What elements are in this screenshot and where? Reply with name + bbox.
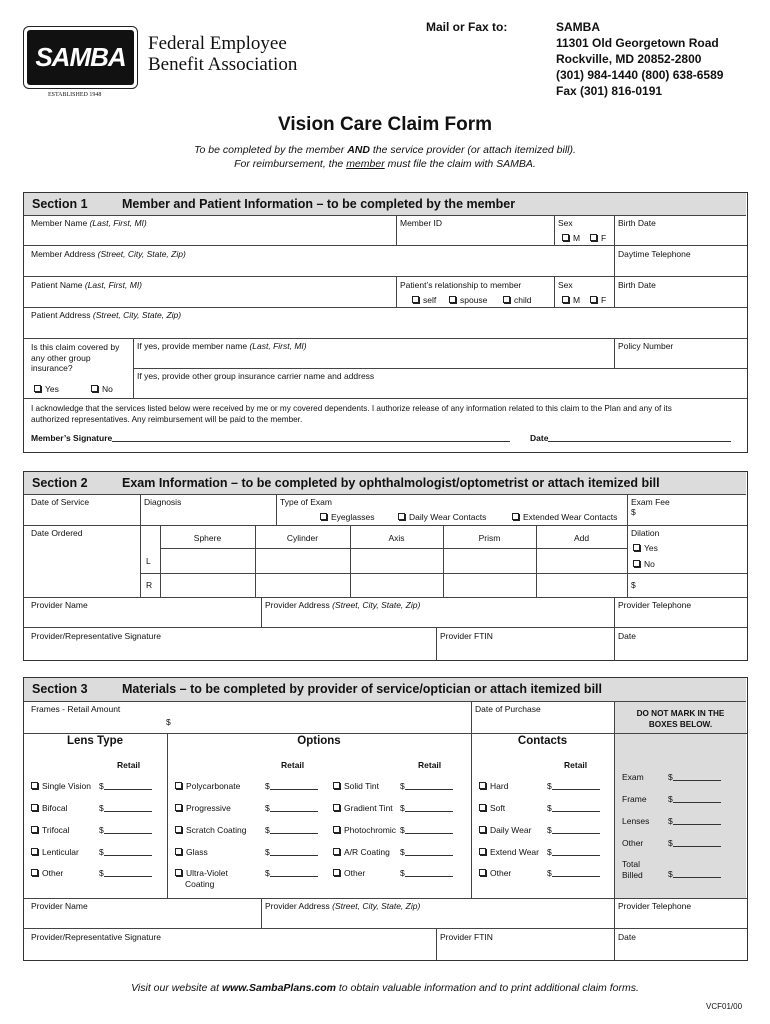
s2-provider-signature-field[interactable]: Provider/Representative Signature xyxy=(31,631,161,641)
option-checkbox[interactable]: Polycarbonate xyxy=(175,782,240,792)
relationship-child-checkbox[interactable]: child xyxy=(503,296,531,306)
dilation-label: Dilation xyxy=(631,528,660,538)
s3-provider-address-field[interactable]: Provider Address (Street, City, State, Zip) xyxy=(265,901,421,911)
lens-amount-field[interactable]: $ xyxy=(99,826,152,836)
contact-checkbox[interactable]: Soft xyxy=(479,804,505,814)
samba-logo xyxy=(23,26,138,89)
date-of-service-field[interactable]: Date of Service xyxy=(31,497,90,507)
s2-provider-address-field[interactable]: Provider Address (Street, City, State, Zip) xyxy=(265,600,421,610)
patient-sex-label: Sex xyxy=(558,280,573,290)
contact-amount-field[interactable]: $ xyxy=(547,869,600,879)
s3-provider-ftin-field[interactable]: Provider FTIN xyxy=(440,932,493,942)
option-checkbox[interactable]: Scratch Coating xyxy=(175,826,246,836)
contact-amount-field[interactable]: $ xyxy=(547,826,600,836)
policy-number-field[interactable]: Policy Number xyxy=(618,341,674,351)
relationship-label: Patient’s relationship to member xyxy=(400,280,522,290)
grid-row-left: L xyxy=(146,556,151,566)
office-3-amount: $ xyxy=(668,839,721,849)
lens-retail-label: Retail xyxy=(117,760,141,770)
office-0-amount: $ xyxy=(668,773,721,783)
diagnosis-field[interactable]: Diagnosis xyxy=(144,497,182,507)
member-sex-label: Sex xyxy=(558,218,573,228)
exam-daily-wear-checkbox[interactable]: Daily Wear Contacts xyxy=(398,513,486,523)
option-amount-field[interactable]: $ xyxy=(265,782,318,792)
options-heading: Options xyxy=(297,735,341,747)
contact-amount-field[interactable]: $ xyxy=(547,848,600,858)
option-checkbox[interactable]: Ultra-Violet xyxy=(175,869,228,879)
mail-address: SAMBA 11301 Old Georgetown Road Rockville, MD 20852-2800 (301) 984-1440 (800) 638-6589 Fax (301) 816-0191 xyxy=(556,20,724,98)
s2-provider-ftin-field[interactable]: Provider FTIN xyxy=(440,631,493,641)
tint-option-checkbox[interactable]: Solid Tint xyxy=(333,782,379,792)
logo-text: SAMBA xyxy=(35,42,126,72)
grid-col-prism: Prism xyxy=(478,533,501,543)
exam-fee-field[interactable]: Exam Fee $ xyxy=(631,497,670,517)
date-ordered-field[interactable]: Date Ordered xyxy=(31,528,83,538)
dilation-yes-checkbox[interactable]: Yes xyxy=(633,544,658,554)
office-total-amount: $ xyxy=(668,870,721,880)
patient-sex-f-checkbox[interactable]: F xyxy=(590,296,606,306)
option-amount-field[interactable]: $ xyxy=(265,826,318,836)
office-total-label: Total Billed xyxy=(622,859,643,880)
contact-amount-field[interactable]: $ xyxy=(547,804,600,814)
options-a-retail-label: Retail xyxy=(281,760,305,770)
daytime-telephone-field[interactable]: Daytime Telephone xyxy=(618,249,691,259)
lens-checkbox[interactable]: Trifocal xyxy=(31,826,70,836)
section-2-header: Section 2 Exam Information – to be completed by ophthalmologist/optometrist or attach itemized bill xyxy=(24,472,746,495)
grid-col-cylinder: Cylinder xyxy=(286,533,319,543)
section-1-header: Section 1 Member and Patient Information – to be completed by the member xyxy=(24,193,746,216)
member-sex-m-checkbox[interactable]: M xyxy=(562,234,580,244)
office-2-amount: $ xyxy=(668,817,721,827)
uv-coating-line2: Coating xyxy=(185,879,215,889)
acknowledgement-text: I acknowledge that the services listed below were received by me or my covered dependents. I authorize release of any information related to this claim to the Plan and any of its authorized representatives. Any reimbursement will be paid to the member. xyxy=(31,404,672,424)
option-amount-field[interactable]: $ xyxy=(265,869,318,879)
tint-option-checkbox[interactable]: Gradient Tint xyxy=(333,804,393,814)
tint-option-amount-field[interactable]: $ xyxy=(400,782,453,792)
website-link[interactable]: www.SambaPlans.com xyxy=(221,982,336,994)
tint-option-amount-field[interactable]: $ xyxy=(400,848,453,858)
tint-option-amount-field[interactable]: $ xyxy=(400,804,453,814)
patient-birth-date-field[interactable]: Birth Date xyxy=(618,280,656,290)
dilation-no-checkbox[interactable]: No xyxy=(633,560,655,570)
tint-option-checkbox[interactable]: A/R Coating xyxy=(333,848,390,858)
org-name-line2: Benefit Association xyxy=(148,54,298,75)
lens-checkbox[interactable]: Bifocal xyxy=(31,804,68,814)
contact-checkbox[interactable]: Hard xyxy=(479,782,508,792)
option-amount-field[interactable]: $ xyxy=(265,804,318,814)
s2-date-field[interactable]: Date xyxy=(618,631,636,641)
exam-extended-wear-checkbox[interactable]: Extended Wear Contacts xyxy=(512,513,617,523)
patient-name-field[interactable]: Patient Name (Last, First, MI) xyxy=(31,280,143,290)
tint-option-amount-field[interactable]: $ xyxy=(400,826,453,836)
other-insurance-question: Is this claim covered by any other group insurance? xyxy=(31,342,120,373)
other-insurance-yes-checkbox[interactable]: Yes xyxy=(34,385,59,395)
section-3-header: Section 3 Materials – to be completed by provider of service/optician or attach itemized bill xyxy=(24,678,746,702)
date-of-purchase-field[interactable]: Date of Purchase xyxy=(475,704,541,714)
subtitle-line1: To be completed by the member AND the service provider (or attach itemized bill). xyxy=(194,144,576,156)
lens-amount-field[interactable]: $ xyxy=(99,848,152,858)
grid-col-add: Add xyxy=(573,533,590,543)
tint-option-amount-field[interactable]: $ xyxy=(400,869,453,879)
options-b-retail-label: Retail xyxy=(418,760,442,770)
lens-checkbox[interactable]: Single Vision xyxy=(31,782,91,792)
form-code: VCF01/00 xyxy=(706,1002,743,1011)
exam-eyeglasses-checkbox[interactable]: Eyeglasses xyxy=(320,513,374,523)
contact-checkbox[interactable]: Daily Wear xyxy=(479,826,531,836)
relationship-spouse-checkbox[interactable]: spouse xyxy=(449,296,487,306)
grid-col-axis: Axis xyxy=(388,533,405,543)
s3-provider-signature-field[interactable]: Provider/Representative Signature xyxy=(31,932,161,942)
member-sex-f-checkbox[interactable]: F xyxy=(590,234,606,244)
type-of-exam-label: Type of Exam xyxy=(280,497,332,507)
org-name-line1: Federal Employee xyxy=(148,33,287,54)
other-member-name-field[interactable]: If yes, provide member name (Last, First, MI) xyxy=(137,341,307,351)
contact-checkbox[interactable]: Other xyxy=(479,869,511,879)
frames-retail-field[interactable]: Frames - Retail Amount $ xyxy=(31,704,171,727)
page-title: Vision Care Claim Form xyxy=(278,114,492,135)
lens-amount-field[interactable]: $ xyxy=(99,869,152,879)
established-text: ESTABLISHED 1948 xyxy=(48,92,102,98)
lens-amount-field[interactable]: $ xyxy=(99,804,152,814)
mail-label: Mail or Fax to: xyxy=(426,20,508,34)
option-checkbox[interactable]: Progressive xyxy=(175,804,231,814)
s2-provider-name-field[interactable]: Provider Name xyxy=(31,600,88,610)
footer-website-text: Visit our website at www.SambaPlans.com to obtain valuable information and to print additional claim forms. xyxy=(131,982,639,994)
relationship-self-checkbox[interactable]: self xyxy=(412,296,436,306)
s2-provider-telephone-field[interactable]: Provider Telephone xyxy=(618,600,692,610)
contact-amount-field[interactable]: $ xyxy=(547,782,600,792)
member-id-field[interactable]: Member ID xyxy=(400,218,443,228)
dilation-fee-field[interactable]: $ xyxy=(631,580,636,590)
lens-amount-field[interactable]: $ xyxy=(99,782,152,792)
member-signature-field[interactable]: Member’s Signature xyxy=(31,434,510,444)
member-address-field[interactable]: Member Address (Street, City, State, Zip) xyxy=(31,249,186,259)
s3-date-field[interactable]: Date xyxy=(618,932,636,942)
member-birth-date-field[interactable]: Birth Date xyxy=(618,218,656,228)
patient-sex-m-checkbox[interactable]: M xyxy=(562,296,580,306)
lens-checkbox[interactable]: Other xyxy=(31,869,63,879)
option-checkbox[interactable]: Glass xyxy=(175,848,208,858)
office-0-label: Exam xyxy=(622,772,644,782)
lens-checkbox[interactable]: Lenticular xyxy=(31,848,79,858)
tint-option-checkbox[interactable]: Photochromic xyxy=(333,826,396,836)
s3-provider-telephone-field[interactable]: Provider Telephone xyxy=(618,901,692,911)
member-name-field[interactable]: Member Name (Last, First, MI) xyxy=(31,218,147,228)
member-signature-date-field[interactable]: Date xyxy=(530,434,731,444)
option-amount-field[interactable]: $ xyxy=(265,848,318,858)
office-1-label: Frame xyxy=(622,794,647,804)
contacts-heading: Contacts xyxy=(517,735,568,747)
do-not-mark-notice: DO NOT MARK IN THE BOXES BELOW. xyxy=(636,709,725,729)
other-insurance-no-checkbox[interactable]: No xyxy=(91,385,113,395)
other-carrier-field[interactable]: If yes, provide other group insurance carrier name and address xyxy=(137,371,375,381)
office-2-label: Lenses xyxy=(622,816,650,826)
grid-row-right: R xyxy=(146,580,153,590)
grid-col-sphere: Sphere xyxy=(193,533,222,543)
subtitle-line2: For reimbursement, the member must file the claim with SAMBA. xyxy=(234,158,536,170)
s3-provider-name-field[interactable]: Provider Name xyxy=(31,901,88,911)
contacts-retail-label: Retail xyxy=(564,760,588,770)
lens-type-heading: Lens Type xyxy=(66,735,124,747)
office-3-label: Other xyxy=(622,838,644,848)
office-1-amount: $ xyxy=(668,795,721,805)
tint-option-checkbox[interactable]: Other xyxy=(333,869,365,879)
patient-address-field[interactable]: Patient Address (Street, City, State, Zip) xyxy=(31,310,182,320)
contact-checkbox[interactable]: Extend Wear xyxy=(479,848,539,858)
